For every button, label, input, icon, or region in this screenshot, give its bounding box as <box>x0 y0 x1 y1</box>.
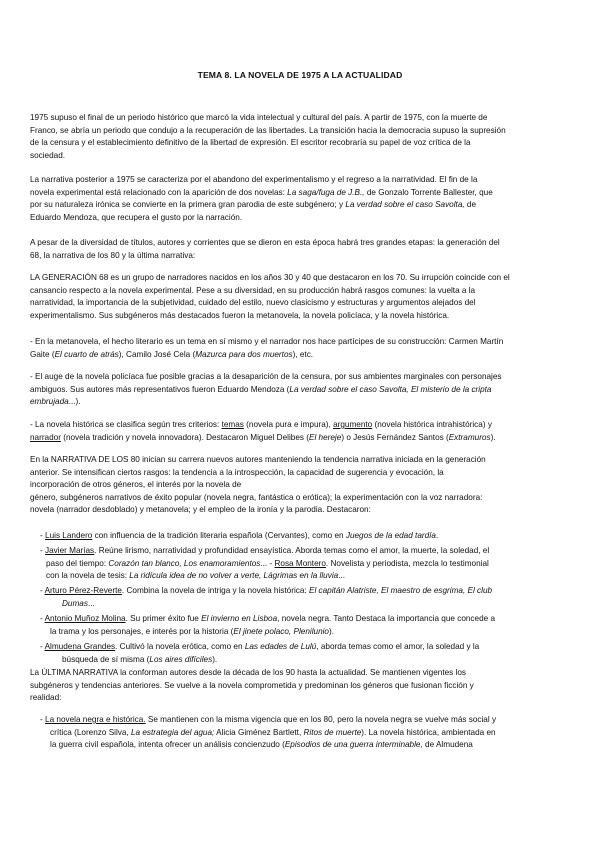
text-line: ambiguos. Sus autores más representativos fueron Eduardo Mendoza (La verdad sobre el caso Savolta, El misterio de la cripta <box>30 384 492 394</box>
text-line: La narrativa posterior a 1975 se caracteriza por el abandono del experimentalismo y el regreso a la narratividad. El fin de la <box>30 175 478 184</box>
narrativa-80-paragraph <box>30 454 486 517</box>
author-item-landero <box>40 530 439 543</box>
author-item-perez-reverte <box>40 585 493 610</box>
text-line: - Javier Marías. Reúne lirismo, narratividad y profundidad ensayística. Aborda temas como el amor, la muerte, la soledad, el <box>40 546 490 555</box>
text-line: - Luis Landero con influencia de la tradición literaria española (Cervantes), como en Juegos de la edad tardía. <box>40 531 439 540</box>
ultima-item-novela-negra <box>40 714 497 752</box>
historica-paragraph <box>30 419 496 444</box>
text-line: Franco, se abría un periodo que condujo a la recuperación de las libertades. La transición hacia la democracia supuso la supresión <box>30 125 506 135</box>
text-line: incorporación de otros géneros, el interés por la novela de <box>30 480 242 490</box>
text-line: novela experimental está relacionado con la aparición de dos novelas: La saga/fuga de J.B., de Gonzalo Torrente Ballester, que <box>30 187 493 197</box>
text-line: En la NARRATIVA DE LOS 80 inician su carrera nuevos autores manteniendo la tendencia narrativa iniciada en la generación <box>30 455 486 464</box>
page-title: TEMA 8. LA NOVELA DE 1975 A LA ACTUALIDAD <box>197 70 403 80</box>
text-line: de la censura y el establecimiento definitivo de la libertad de expresión. El escritor recobraría su papel de voz crítica de la <box>30 138 471 148</box>
text-line: Dumas... <box>62 598 95 608</box>
text-line: género, subgéneros narrativos de éxito popular (novela negra, fantástica o erótica); la experimentación con la voz narradora: <box>30 492 483 502</box>
text-line: narrador (novela tradición y novela innovadora). Destacaron Miguel Delibes (El hereje) o Jesús Fernández Santos (Extramuros). <box>30 432 496 442</box>
policiaca-paragraph <box>30 371 502 409</box>
text-line: realidad: <box>30 693 62 703</box>
text-line: - Almudena Grandes. Cultivó la novela erótica, como en Las edades de Lulú, aborda temas como el amor, la soledad y la <box>40 642 480 651</box>
text-line: por su naturaleza irónica se convierte en la primera gran parodia de este subgénero; y La verdad sobre el caso Savolta, de <box>30 200 477 210</box>
author-item-grandes <box>40 641 480 666</box>
text-line: - Antonio Muñoz Molina. Su primer éxito fue El invierno en Lisboa, novela negra. Tanto Destaca la importancia que concede a <box>40 614 496 623</box>
text-line: - La novela negra e histórica. Se mantienen con la misma vigencia que en los 80, pero la novela negra se vuelve más social y <box>40 715 497 724</box>
text-line: - La novela histórica se clasifica según tres criterios: temas (novela pura e impura), argumento (novela histórica intrahistórica) y <box>30 420 492 429</box>
text-line: crítica (Lorenzo Silva, La estrategia del agua; Alicia Giménez Bartlett, Ritos de muerte). La novela histórica, ambientada en <box>50 727 496 737</box>
text-line: sociedad. <box>30 150 66 160</box>
text-line: experimentalismo. Sus subgéneros más destacados fueron la metanovela, la novela policíaca, y la novela histórica. <box>30 310 450 320</box>
text-line: 1975 supuso el final de un periodo histórico que marcó la vida intelectual y cultural del país. A partir de 1975, con la muerte de <box>30 113 488 122</box>
generation-68-paragraph <box>30 272 510 322</box>
text-line: anterior. Se intensifican ciertos rasgos: la tendencia a la introspección, la capacidad de sugerencia y evocación, la <box>30 467 444 477</box>
author-item-marias <box>40 545 490 583</box>
text-line: la guerra civil española, intenta ofrecer un análisis concienzudo (Episodios de una guerra interminable, de Almudena <box>50 740 473 750</box>
text-line: la trama y los personajes, e interés por la historia (El jinete polaco, Plenilunio). <box>50 626 335 636</box>
intro-paragraph <box>30 112 506 162</box>
text-line: La ÚLTIMA NARRATIVA la conforman autores desde la década de los 90 hasta la actualidad. Se mantienen vigentes los <box>30 668 467 677</box>
text-line: novela (narrador desdoblado) y metanovela; y el empleo de la ironía y la parodia. Destacaron: <box>30 505 371 515</box>
author-item-munoz-molina <box>40 613 496 638</box>
text-line: - Arturo Pérez-Reverte. Combina la novela de intriga y la novela histórica: El capitán Alatriste, El maestro de esgrima, El club <box>40 586 493 595</box>
text-line: A pesar de la diversidad de títulos, autores y corrientes que se dieron en esta época habrá tres grandes etapas: la generación del <box>30 238 500 247</box>
narrative-1975-paragraph <box>30 174 493 224</box>
text-line: embrujada...). <box>30 397 81 407</box>
text-line: 68, la narrativa de los 80 y la última narrativa: <box>30 250 196 260</box>
text-line: - En la metanovela, el hecho literario es un tema en sí mismo y el narrador nos hace partícipes de su construcción: Carmen Martín <box>30 337 504 346</box>
text-line: con la novela de tesis: La ridícula idea de no volver a verte, Lágrimas en la lluvia... <box>46 571 346 581</box>
text-line: narratividad, la importancia de la subjetividad, cuidado del estilo, nuevo clasicismo y estructuras y argumentos alejados del <box>30 298 476 308</box>
stages-paragraph <box>30 237 500 262</box>
text-line: - El auge de la novela policíaca fue posible gracias a la desaparición de la censura, por sus ambientes marginales con personajes <box>30 372 502 381</box>
text-line: subgéneros y tendencias anteriores. Se vuelve a la novela comprometida y predominan los géneros que fusionan ficción y <box>30 680 474 690</box>
text-line: búsqueda de sí misma (Los aires difíciles). <box>62 654 218 664</box>
text-line: cansancio respecto a la novela experimental. Pese a su diversidad, en su producción habrá rasgos comunes: la vuelta a la <box>30 285 476 295</box>
text-line: Eduardo Mendoza, que recupera el gusto por la narración. <box>30 212 243 222</box>
text-line: paso del tiempo: Corazón tan blanco, Los enamoramientos... - Rosa Montero. Novelista y periodista, mezcla lo testimonial <box>46 558 489 568</box>
metanovela-paragraph <box>30 336 503 361</box>
ultima-narrativa-paragraph <box>30 667 474 705</box>
text-line: LA GENERACIÓN 68 es un grupo de narradores nacidos en los años 30 y 40 que destacaron en los 70. Su irrupción coincide con el <box>30 273 510 282</box>
text-line: Gaite (El cuarto de atrás), Camilo José Cela (Mazurca para dos muertos), etc. <box>30 349 314 359</box>
